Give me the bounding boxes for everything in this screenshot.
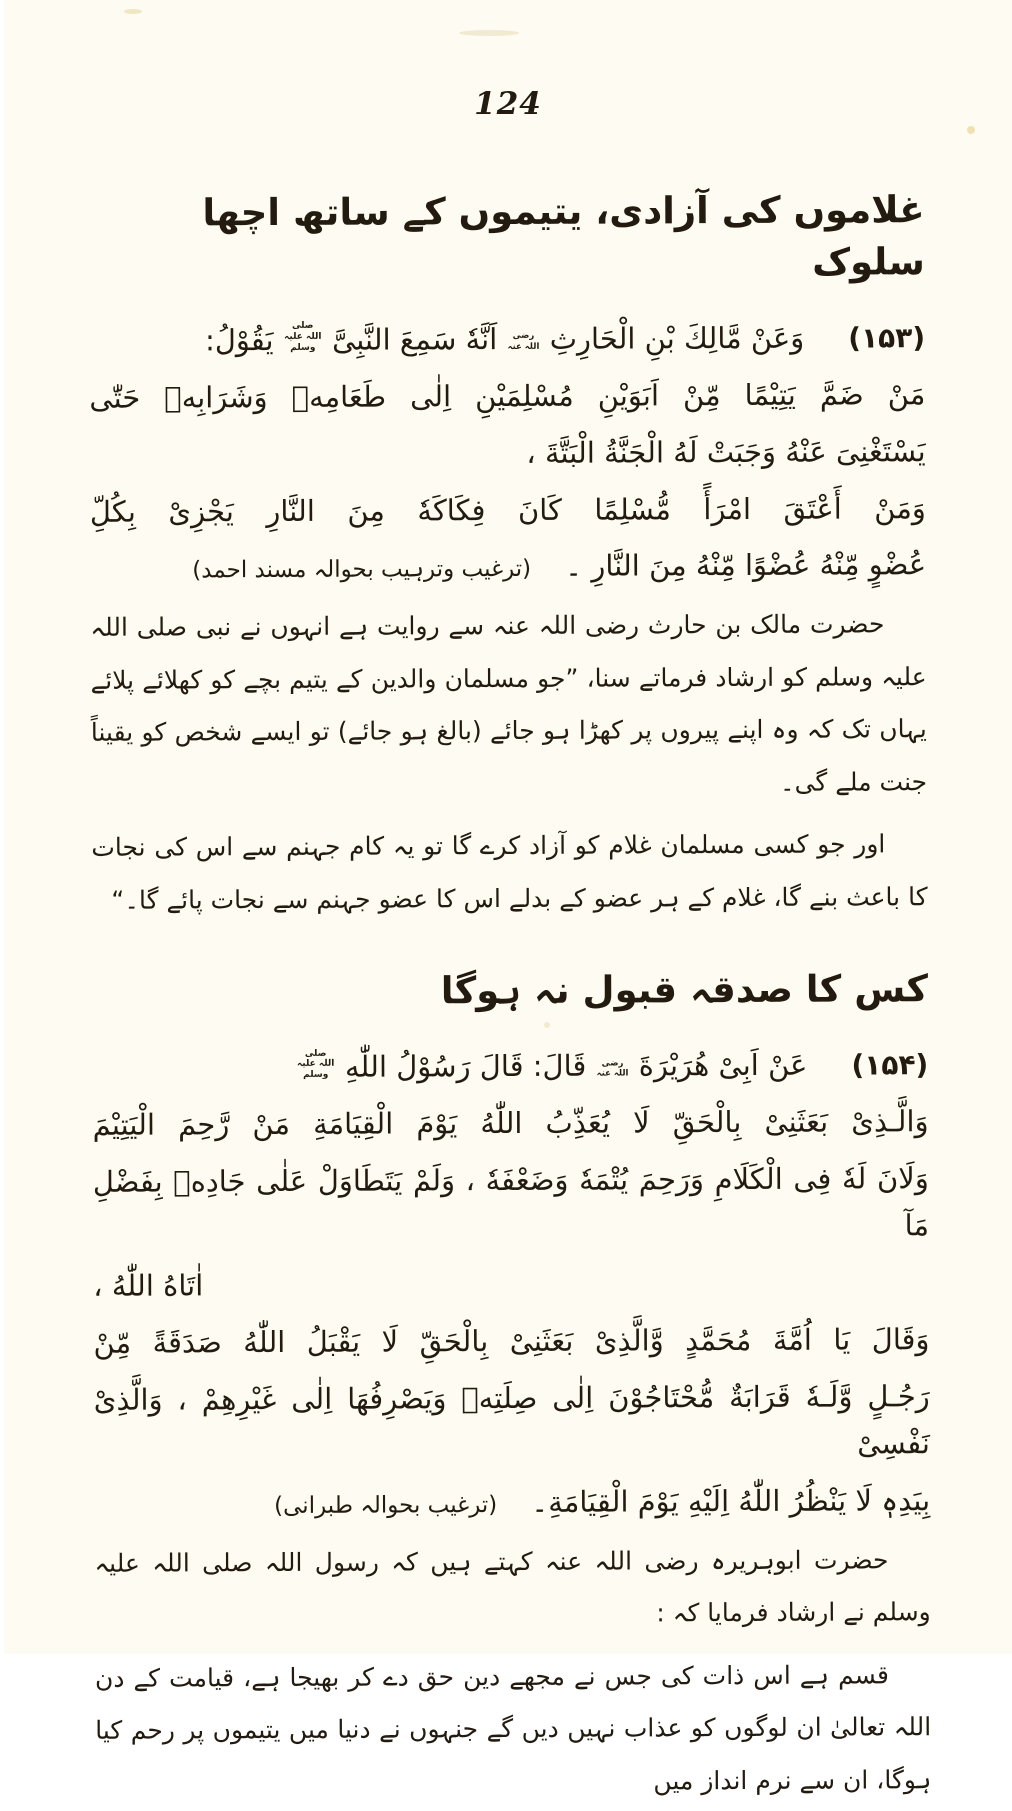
- hadith-154-matn-line: وَقَالَ يَا اُمَّةَ مُحَمَّدٍ وَّالَّذِیْ بَعَثَنِیْ بِالْحَقِّ لَا يَقْبَلُ اللّٰهُ صَدَقَةً مِّنْ: [93, 1322, 930, 1360]
- hadith-154-matn-line: وَلَانَ لَهٗ فِی الْكَلَامِ وَرَحِمَ يُتْمَهٗ وَضَعْفَهٗ ، وَلَمْ يَتَطَاوَلْ عَلٰى جَادِهٖ بِفَضْلِ مَآ: [92, 1161, 930, 1243]
- hadith-153-isnad-part-b: اَنَّهٗ سَمِعَ النَّبِیَّ: [331, 321, 498, 357]
- scan-artifact: [967, 126, 975, 134]
- hadith-153-matn-line: مَنْ ضَمَّ يَتِيْمًا مِّنْ اَبَوَيْنِ مُسْلِمَيْنِ اِلٰى طَعَامِهٖ وَشَرَابِهٖ حَتّٰى: [89, 376, 926, 415]
- hadith-154-isnad-part-b: قَالَ: قَالَ رَسُوْلُ اللّٰهِ: [344, 1048, 587, 1084]
- hadith-154-number: (۱۵۴): [851, 1048, 929, 1082]
- hadith-153-matn-line: يَسْتَغْنِیَ عَنْهُ وَجَبَتْ لَهُ الْجَنَّةُ الْبَتَّةَ ،: [526, 433, 926, 470]
- hadith-154-matn-line: وَالَّـذِیْ بَعَثَنِیْ بِالْحَقِّ لَا يُعَذِّبُ اللّٰهُ يَوْمَ الْقِيَامَةِ مَنْ رَّحِمَ الْيَتِيْمَ: [92, 1104, 929, 1143]
- hadith-153-translation-paragraph: حضرت مالک بن حارث رضی اللہ عنہ سے روایت ہے انہوں نے نبی صلی اللہ علیہ وسلم کو ارشاد فرماتے سنا، ”جو مسلمان والدین کے یتیم بچے کو کھلائے پلائے یہاں تک کہ وہ اپنے پیروں پر کھڑا ہو جائے (بالغ ہو جائے) تو ایسے شخص کو یقیناً جنت ملے گی۔: [90, 609, 928, 797]
- hadith-153-number: (۱۵۳): [848, 320, 926, 355]
- hadith-154-isnad-part-a: عَنْ اَبِیْ هُرَيْرَةَ: [638, 1047, 808, 1083]
- hadith-153-isnad-part-a: وَعَنْ مَّالِكَ بْنِ الْحَارِثِ: [549, 320, 805, 356]
- hadith-153-matn-end: عُضْوٍ مِّنْهُ عُضْوًا مِّنْهُ مِنَ النَّارِ ۔: [565, 547, 927, 584]
- hadith-153-translation-paragraph: اور جو کسی مسلمان غلام کو آزاد کرے گا تو یہ کام جہنم سے اس کی نجات کا باعث بنے گا، غلام کے ہر عضو کے بدلے اس کا عضو جہنم سے نجات پائے گا۔“: [91, 829, 928, 915]
- radi-allahu-anhu-mark: رضی اللہ عنہ: [596, 1058, 629, 1079]
- page-content: [0, 184, 1012, 1811]
- hadith-154-isnad-line: [92, 1041, 928, 1092]
- hadith-153-isnad-text: [205, 314, 804, 364]
- section-heading-slaves-orphans: غلاموں کی آزادی، یتیموں کے ساتھ اچھا سلوک: [202, 188, 925, 284]
- hadith-153-isnad-line: [89, 314, 925, 365]
- book-page: [4, 0, 1012, 1796]
- hadith-154-translation-paragraph: قسم ہے اس ذات کی جس نے مجھے دین حق دے کر بھیجا ہے، قیامت کے دن اللہ تعالیٰ ان لوگوں کو عذاب نہیں دیں گے جنہوں نے دنیا میں یتیموں پر رحم کیا ہوگا، ان سے نرم انداز میں: [94, 1660, 932, 1796]
- hadith-154-reference: (ترغیب بحوالہ طبرانی): [274, 1492, 498, 1520]
- hadith-153-isnad-part-c: يَقُوْلُ:: [204, 322, 274, 357]
- hadith-154-matn-line: اٰتَاهُ اللّٰهُ ،: [93, 1268, 204, 1303]
- hadith-154-isnad-text: [296, 1042, 808, 1091]
- hadith-154-matn-line: رَجُـلٍ وَّلَـهٗ قَرَابَةٌ مُّحْتَاجُوْنَ اِلٰى صِلَتِهٖ وَيَصْرِفُهَا اِلٰى غَيْرِهِمْ ، وَالَّذِیْ نَفْسِیْ: [93, 1379, 931, 1461]
- hadith-154-matn-end: بِيَدِهٖ لَا يَنْظُرُ اللّٰهُ اِلَيْهِ يَوْمَ الْقِيَامَةِ۔: [531, 1483, 931, 1519]
- sallallahu-alayhi-wasallam-mark: صلی اللہ علیہ وسلم: [284, 320, 322, 353]
- section-heading-charity: کس کا صدقہ قبول نہ ہوگا: [440, 967, 929, 1013]
- hadith-153-matn-line: وَمَنْ أَعْتَقَ امْرَأً مُّسْلِمًا كَانَ فِكَاكَهٗ مِنَ النَّارِ يَجْزِیْ بِكُلِّ: [89, 490, 926, 529]
- sallallahu-alayhi-wasallam-mark: صلی اللہ علیہ وسلم: [297, 1048, 335, 1081]
- hadith-154-translation-paragraph: حضرت ابوہریرہ رضی اللہ عنہ کہتے ہیں کہ رسول اللہ صلی اللہ علیہ وسلم نے ارشاد فرمایا کہ :: [94, 1545, 931, 1628]
- hadith-154-matn-line: [94, 1477, 930, 1528]
- hadith-153-reference: (ترغیب وترہیب بحوالہ مسند احمد): [192, 556, 532, 584]
- page-number: 124: [474, 86, 542, 122]
- hadith-153-matn-line: [90, 542, 926, 593]
- radi-allahu-anhu-mark: رضی اللہ عنہ: [507, 331, 540, 352]
